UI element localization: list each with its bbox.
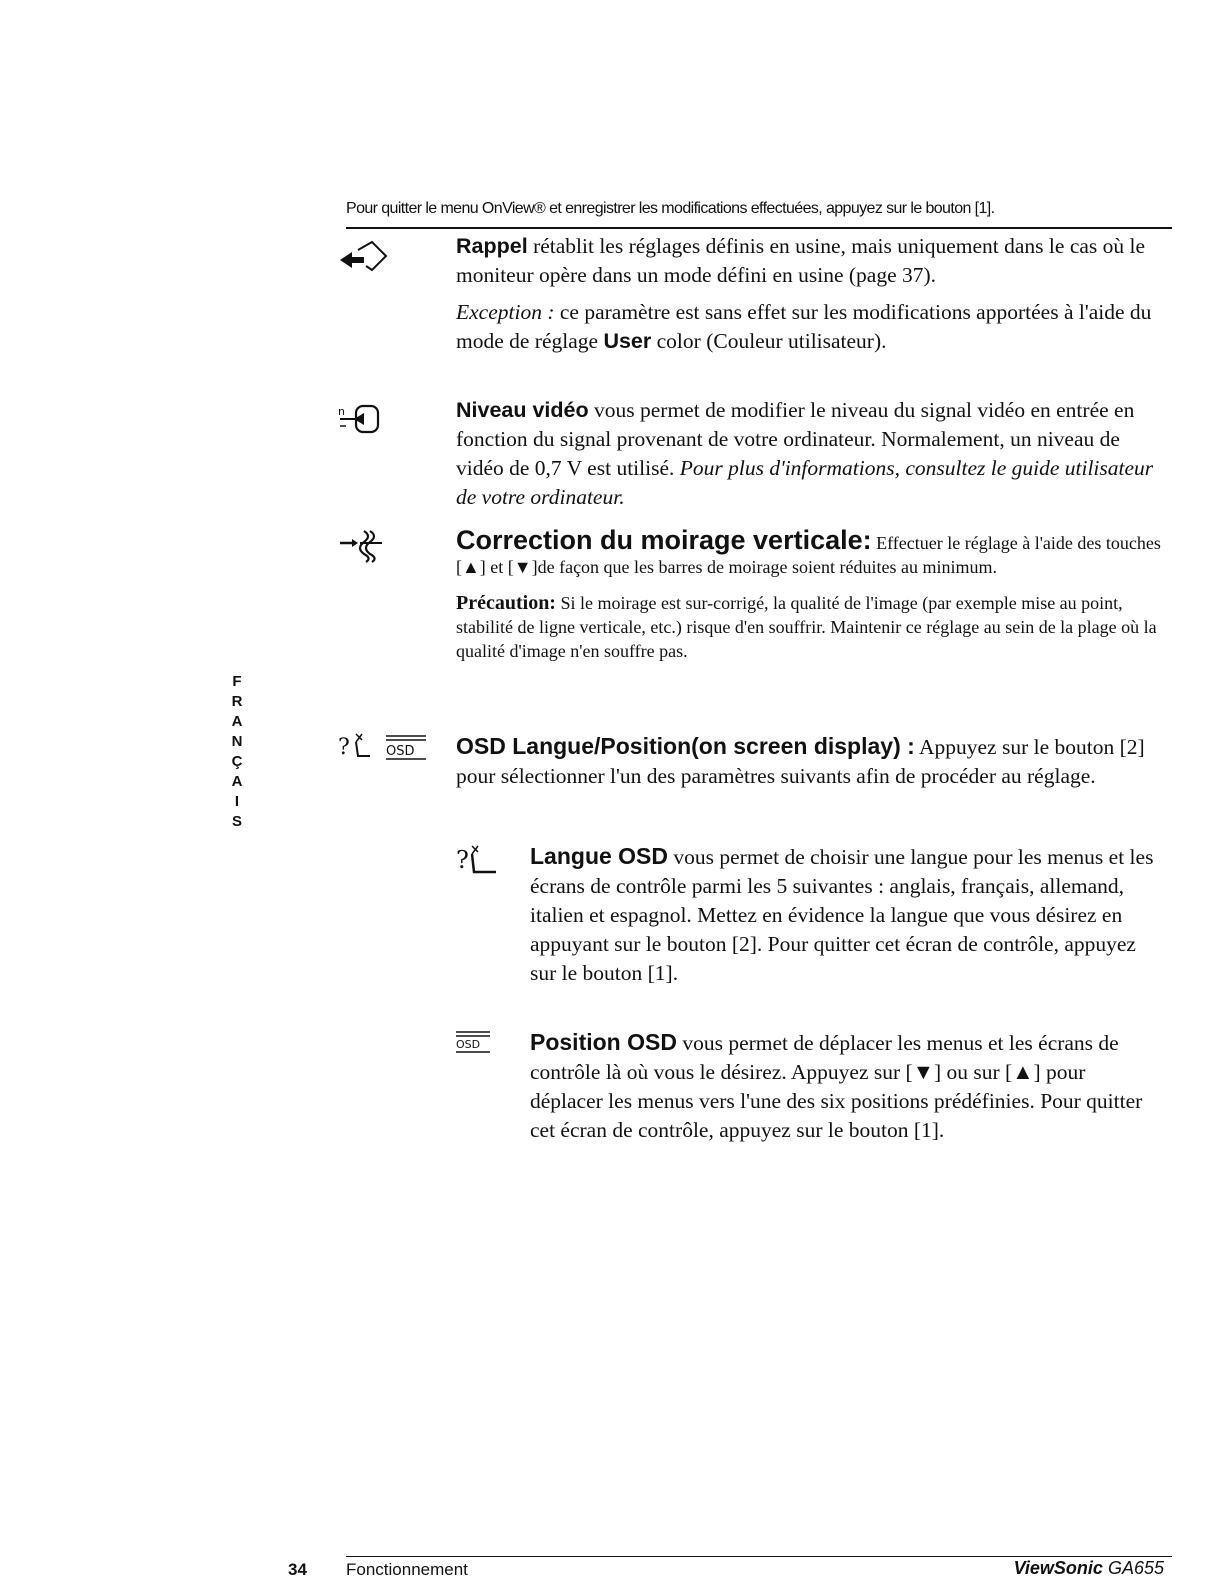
osd-position-subsection [530, 1028, 1160, 1145]
osd-position-icon [456, 1030, 496, 1058]
side-tab-letter: S [231, 813, 242, 830]
position-term: Position OSD [530, 1029, 677, 1055]
svg-text:OSD: OSD [456, 1038, 481, 1051]
side-tab-letter: N [231, 733, 243, 750]
svg-text:OSD: OSD [386, 744, 415, 759]
osd-section [456, 732, 1162, 791]
side-tab-letter: Ç [231, 753, 243, 770]
language-side-tab [227, 672, 247, 832]
header-rule [346, 227, 1172, 229]
model-name: GA655 [1107, 1558, 1164, 1578]
language-term: Langue OSD [530, 843, 669, 869]
video-level-text: vous permet de modifier le niveau du signal vidéo en entrée en fonction du signal provenant de votre ordinateur. Normalement, un niveau de vidéo de 0,7 V est utilisé. [456, 398, 1135, 480]
side-tab-letter: F [232, 673, 242, 690]
side-tab-letter: A [231, 773, 243, 790]
footer-section-name: Fonctionnement [346, 1560, 468, 1579]
video-level-term: Niveau vidéo [456, 398, 589, 422]
svg-text:?: ? [456, 846, 469, 874]
moire-term: Correction du moirage verticale: [456, 525, 872, 555]
svg-text:n: n [338, 405, 345, 418]
header-note: Pour quitter le menu OnView® et enregistrer les modifications effectuées, appuyez sur le bouton [1]. [346, 200, 995, 217]
video-level-icon [338, 402, 390, 440]
language-icon [456, 842, 502, 886]
side-tab-letter: I [234, 793, 240, 810]
osd-term: OSD Langue/Position(on screen display) : [456, 733, 915, 759]
side-tab-letter: R [231, 693, 243, 710]
osd-language-position-icon [338, 730, 434, 768]
caution-label: Précaution: [456, 592, 556, 614]
caution-text: Si le moirage est sur-corrigé, la qualité de l'image (par exemple mise au point, stabilité de ligne verticale, etc.) risque d'en souffrir. Maintenir ce réglage au sein de la plage où la qualité d'image n'en souffre pas. [456, 593, 1157, 661]
video-level-note: Pour plus d'informations, consultez le guide utilisateur de votre ordinateur. [456, 456, 1154, 509]
svg-text:?: ? [338, 735, 350, 760]
rappel-section [456, 232, 1162, 356]
rappel-term: Rappel [456, 234, 528, 258]
moire-text: Effectuer le réglage à l'aide des touches [▲] et [▼]de façon que les barres de moirage soient réduites au minimum. [456, 533, 1161, 577]
language-text: vous permet de choisir une langue pour les menus et les écrans de contrôle parmi les 5 suivantes : anglais, français, allemand, italien et espagnol. Mettez en évidence la langue que vous désirez en appuyant sur le bouton [2]. Pour quitter cet écran de contrôle, appuyez sur le bouton [1]. [530, 845, 1154, 985]
page-number: 34 [288, 1560, 307, 1579]
exception-text-end: color (Couleur utilisateur). [651, 329, 887, 353]
moire-correction-icon [338, 528, 390, 568]
video-level-section [456, 396, 1162, 512]
exception-label: Exception : [456, 300, 555, 324]
rappel-text: rétablit les réglages définis en usine, mais uniquement dans le cas où le moniteur opère dans un mode défini en usine (page 37). [456, 234, 1146, 287]
moire-section [456, 525, 1162, 663]
exception-text: ce paramètre est sans effet sur les modifications apportées à l'aide du mode de réglage [456, 300, 1152, 353]
footer-product [1014, 1558, 1164, 1579]
brand-name: ViewSonic [1013, 1558, 1103, 1578]
recall-arrow-icon [336, 238, 392, 282]
osd-language-subsection [530, 842, 1160, 988]
side-tab-letter: A [231, 713, 243, 730]
osd-text: Appuyez sur le bouton [2] pour sélectionner l'un des paramètres suivants afin de procéder au réglage. [456, 735, 1145, 788]
footer-rule [346, 1556, 1172, 1557]
user-term: User [603, 329, 652, 353]
position-text: vous permet de déplacer les menus et les écrans de contrôle là où vous le désirez. Appuyez sur [▼] ou sur [▲] pour déplacer les menus vers l'une des six positions prédéfinies. Pour quitter cet écran de contrôle, appuyez sur le bouton [1]. [530, 1031, 1143, 1142]
